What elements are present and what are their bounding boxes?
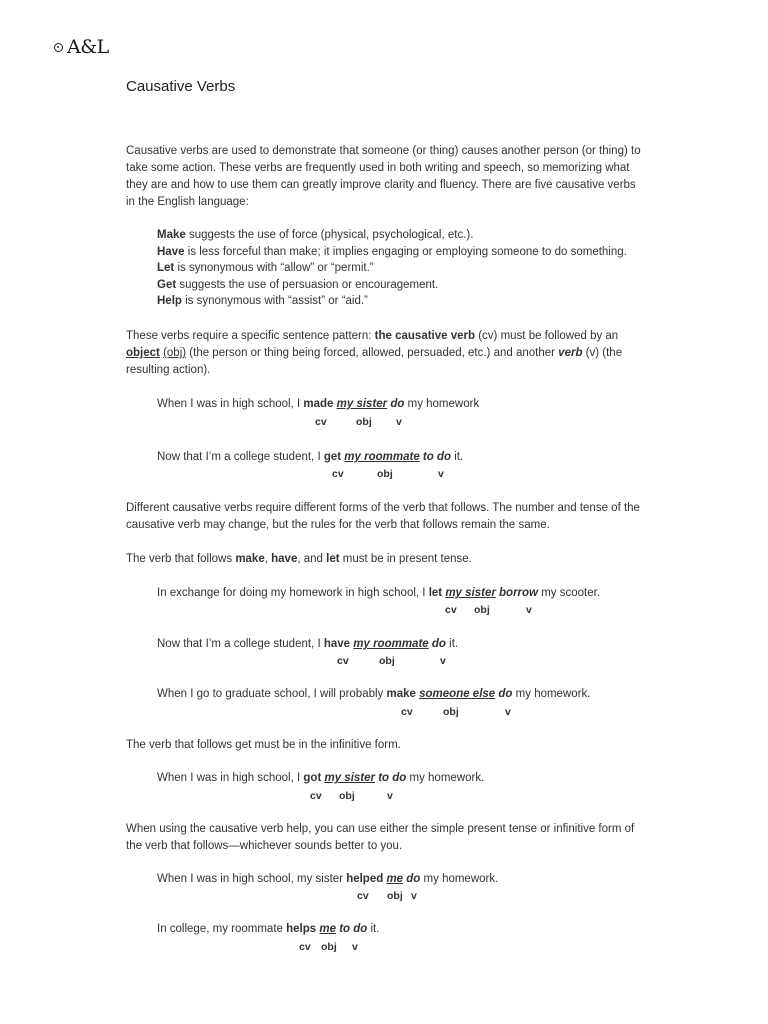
verb-term: Get bbox=[157, 278, 177, 291]
list-item bbox=[157, 244, 657, 261]
obj-abbr: (obj) bbox=[163, 347, 187, 359]
seal-icon bbox=[54, 43, 63, 52]
v-label: v bbox=[411, 890, 417, 902]
resulting-verb: borrow bbox=[499, 587, 539, 599]
cv-label: cv bbox=[445, 604, 457, 616]
sentence-text: it. bbox=[451, 451, 464, 463]
rule-text: , and bbox=[297, 553, 327, 565]
pattern-text: (cv) must be followed by an bbox=[475, 330, 619, 342]
v-label: v bbox=[438, 468, 444, 480]
cv-label: cv bbox=[401, 706, 413, 718]
sentence-text: it. bbox=[367, 923, 380, 935]
sentence-text: my homework bbox=[404, 398, 480, 410]
object: my roommate bbox=[344, 451, 420, 463]
resulting-verb: do bbox=[498, 688, 513, 700]
resulting-verb: do bbox=[406, 873, 421, 885]
obj-label: obj bbox=[321, 941, 337, 953]
list-item bbox=[157, 260, 657, 277]
resulting-verb: to do bbox=[378, 772, 407, 784]
sentence-text: it. bbox=[445, 638, 459, 650]
object: my sister bbox=[336, 398, 388, 410]
v-label: v bbox=[505, 706, 511, 718]
causative-verb: get bbox=[323, 451, 342, 463]
object: my sister bbox=[324, 772, 375, 784]
v-label: v bbox=[396, 416, 402, 428]
example-sentence bbox=[157, 398, 479, 410]
obj-label: obj bbox=[387, 890, 403, 902]
obj-label: obj bbox=[474, 604, 490, 616]
rule-verb: let bbox=[326, 553, 340, 565]
obj-label: obj bbox=[379, 655, 395, 667]
v-label: v bbox=[387, 790, 393, 802]
verb-desc: is synonymous with “assist” or “aid.” bbox=[181, 295, 368, 308]
list-item bbox=[157, 227, 657, 244]
causative-verb: helps bbox=[286, 923, 317, 935]
object: my sister bbox=[445, 587, 496, 599]
different-paragraph: Different causative verbs require different forms of the verb that follows. The number and tense of the causative verb may change, but the rules for the verb that follows remain the same. bbox=[126, 502, 640, 531]
intro-paragraph: Causative verbs are used to demonstrate that someone (or thing) causes another person (or thing) to take some action. These verbs are frequently used in both writing and speech, so memorizing what they are and how to use them can greatly improve clarity and fluency. There are five causative verbs in the English language: bbox=[126, 145, 641, 208]
logo-text: A&L bbox=[67, 36, 109, 58]
v-label: v bbox=[526, 604, 532, 616]
cv-label: cv bbox=[299, 941, 311, 953]
sentence-text: In exchange for doing my homework in high school, I bbox=[157, 587, 429, 599]
verb-term: Let bbox=[157, 262, 175, 275]
pattern-paragraph bbox=[126, 328, 646, 379]
causative-verb: made bbox=[303, 398, 334, 410]
sentence-text: my homework. bbox=[406, 772, 485, 784]
example-sentence bbox=[157, 688, 590, 700]
pattern-text: (v) (the resulting action). bbox=[126, 347, 623, 376]
obj-label: obj bbox=[443, 706, 459, 718]
cv-label: cv bbox=[310, 790, 322, 802]
verb-term: Make bbox=[157, 229, 186, 241]
example-sentence bbox=[157, 923, 379, 935]
sentence-text: Now that I’m a college student, I bbox=[157, 451, 324, 463]
causative-verb: make bbox=[386, 688, 416, 700]
object: my roommate bbox=[353, 638, 429, 650]
verb-desc: is synonymous with “allow” or “permit.” bbox=[174, 262, 374, 275]
cv-term: the causative verb bbox=[374, 330, 476, 342]
causative-verb: let bbox=[428, 587, 443, 599]
resulting-verb: to do bbox=[422, 451, 452, 463]
example-sentence bbox=[157, 772, 484, 784]
cv-label: cv bbox=[337, 655, 349, 667]
example-sentence bbox=[157, 587, 600, 599]
pattern-text: These verbs require a specific sentence pattern: bbox=[126, 330, 375, 342]
causative-verb: got bbox=[303, 772, 322, 784]
verb-term: verb bbox=[558, 347, 583, 359]
list-item bbox=[157, 277, 657, 294]
verb-desc: is less forceful than make; it implies engaging or employing someone to do something. bbox=[184, 245, 627, 258]
causative-verb: have bbox=[323, 638, 351, 650]
object: someone else bbox=[419, 688, 496, 700]
obj-label: obj bbox=[377, 468, 393, 480]
sentence-text: In college, my roommate bbox=[157, 923, 287, 935]
verb-desc: suggests the use of persuasion or encouragement. bbox=[176, 278, 439, 291]
cv-label: cv bbox=[315, 416, 327, 428]
verb-desc: suggests the use of force (physical, psychological, etc.). bbox=[185, 229, 474, 241]
rule-verb: have bbox=[271, 553, 298, 565]
resulting-verb: do bbox=[431, 638, 446, 650]
logo bbox=[54, 36, 109, 58]
obj-term: object bbox=[126, 347, 160, 359]
rule-text: must be in present tense. bbox=[339, 553, 472, 565]
sentence-text: When I go to graduate school, I will probably bbox=[157, 688, 387, 700]
sentence-text: my homework. bbox=[512, 688, 591, 700]
rule-text: The verb that follows bbox=[126, 553, 236, 565]
v-label: v bbox=[352, 941, 358, 953]
resulting-verb: do bbox=[390, 398, 405, 410]
obj-label: obj bbox=[339, 790, 355, 802]
cv-label: cv bbox=[357, 890, 369, 902]
resulting-verb: to do bbox=[339, 923, 368, 935]
page-title: Causative Verbs bbox=[126, 78, 236, 95]
pattern-text: (the person or thing being forced, allowed, persuaded, etc.) and another bbox=[186, 347, 559, 359]
infinitive-rule: The verb that follows get must be in the infinitive form. bbox=[126, 739, 401, 751]
obj-label: obj bbox=[356, 416, 372, 428]
list-item bbox=[157, 293, 657, 310]
rule-verb: make bbox=[235, 553, 265, 565]
causative-verb: helped bbox=[346, 873, 384, 885]
rule-text: , bbox=[264, 553, 272, 565]
cv-label: cv bbox=[332, 468, 344, 480]
example-sentence bbox=[157, 451, 463, 463]
sentence-text: When I was in high school, my sister bbox=[157, 873, 347, 885]
verb-term: Have bbox=[157, 245, 185, 258]
v-label: v bbox=[440, 655, 446, 667]
verb-list bbox=[157, 227, 657, 310]
sentence-text: Now that I’m a college student, I bbox=[157, 638, 324, 650]
sentence-text: my homework. bbox=[420, 873, 499, 885]
object: me bbox=[386, 873, 404, 885]
example-sentence bbox=[157, 638, 458, 650]
present-rule bbox=[126, 551, 646, 568]
sentence-text: When I was in high school, I bbox=[157, 772, 304, 784]
example-sentence bbox=[157, 873, 498, 885]
verb-term: Help bbox=[157, 295, 182, 308]
object: me bbox=[319, 923, 336, 935]
help-rule: When using the causative verb help, you can use either the simple present tense or infinitive form of the verb that follows—whichever sounds better to you. bbox=[126, 823, 635, 852]
sentence-text: When I was in high school, I bbox=[157, 398, 304, 410]
sentence-text: my scooter. bbox=[538, 587, 601, 599]
